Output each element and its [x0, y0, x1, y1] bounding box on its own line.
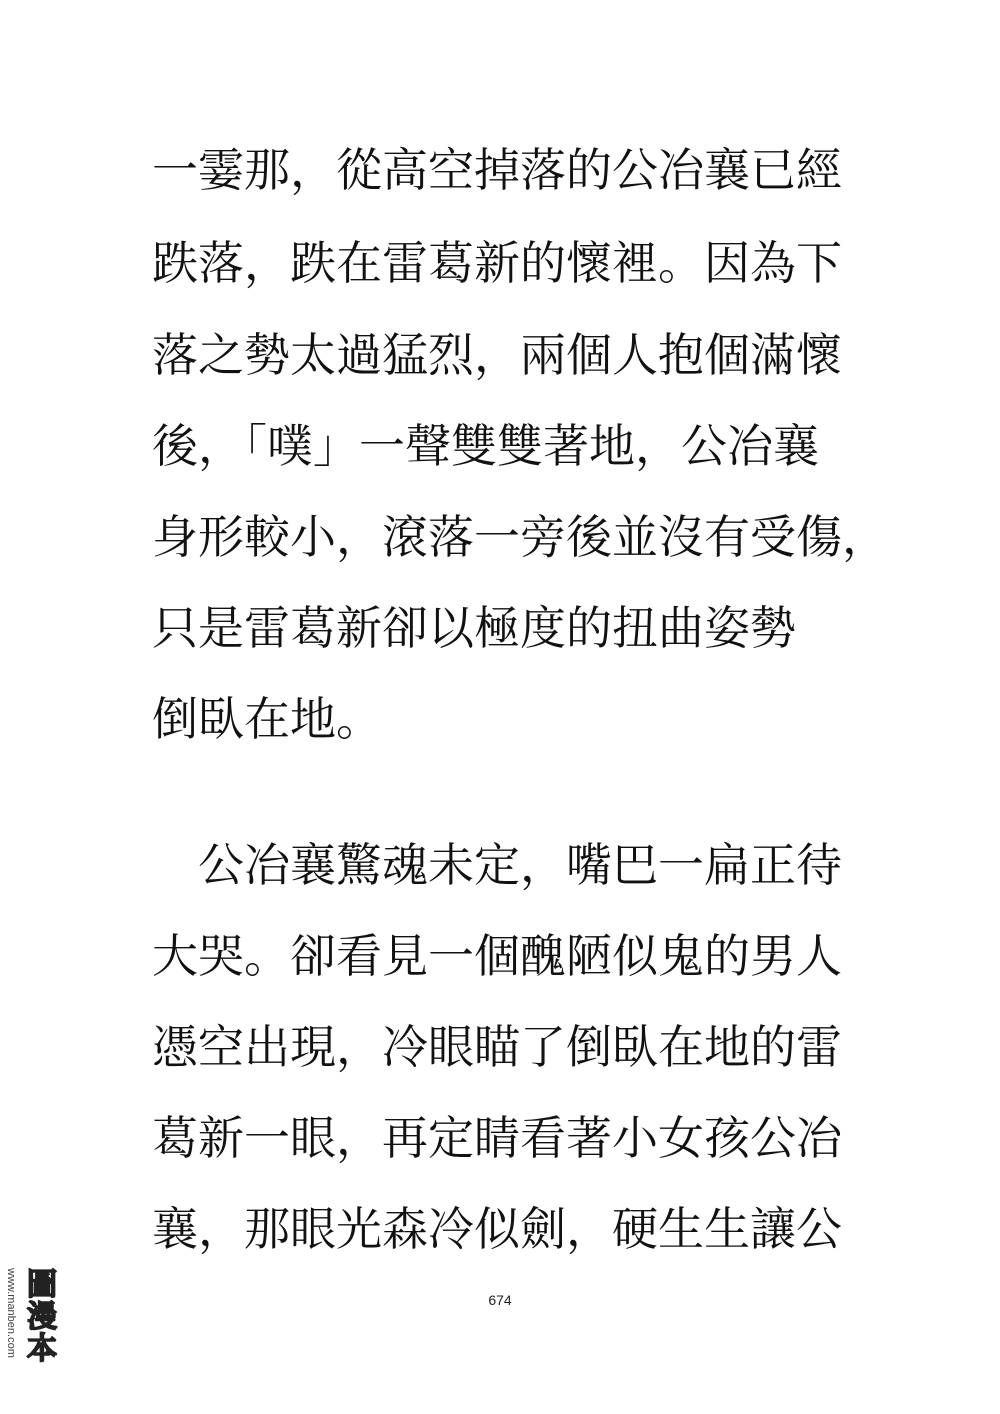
text-line: 公冶襄驚魂未定，嘴巴一扁正待	[152, 838, 842, 892]
watermark-url: www.manben.com	[5, 1268, 17, 1358]
text-line: 一霎那，從高空掉落的公冶襄已經	[152, 143, 842, 197]
text-line: 大哭。卻看見一個醜陋似鬼的男人	[152, 929, 842, 983]
text-line: 落之勢太過猛烈，兩個人抱個滿懷	[152, 328, 842, 382]
watermark-logo: 圖漫本	[21, 1268, 56, 1364]
text-line: 只是雷葛新卻以極度的扭曲姿勢	[152, 601, 796, 655]
page-number: 674	[488, 1292, 512, 1308]
text-line: 後，「噗」一聲雙雙著地，公冶襄	[152, 419, 819, 473]
text-line: 身形較小，滾落一旁後並沒有受傷，	[152, 510, 888, 564]
text-line: 襄，那眼光森冷似劍，硬生生讓公	[152, 1202, 842, 1256]
watermark	[4, 1268, 68, 1408]
text-line: 憑空出現，冷眼瞄了倒臥在地的雷	[152, 1020, 842, 1074]
text-line: 倒臥在地。	[152, 692, 382, 746]
text-line: 跌落，跌在雷葛新的懷裡。因為下	[152, 236, 842, 290]
text-line: 葛新一眼，再定睛看著小女孩公冶	[152, 1111, 842, 1165]
